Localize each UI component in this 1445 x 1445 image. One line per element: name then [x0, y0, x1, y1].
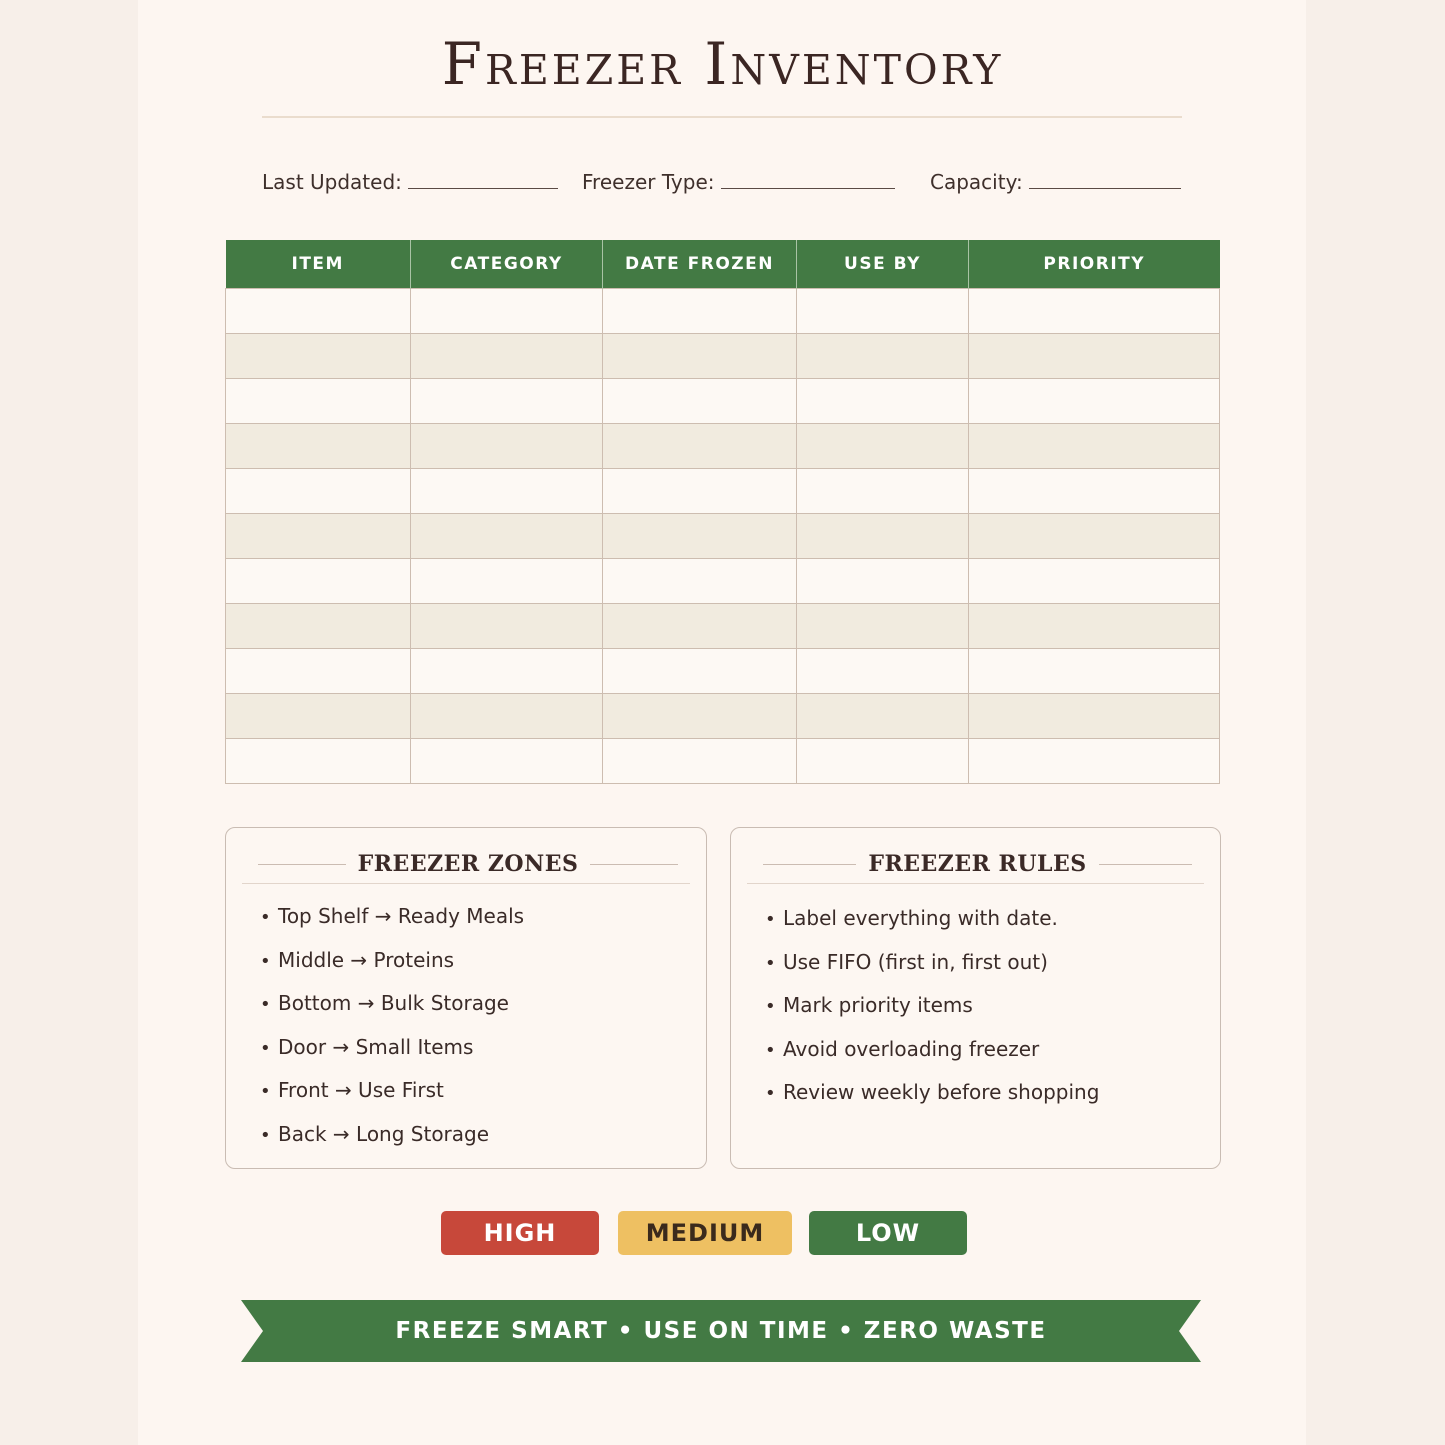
table-cell[interactable] [603, 649, 797, 694]
list-item: • Back → Long Storage [260, 1121, 490, 1146]
zone-text: Middle → Proteins [278, 947, 455, 972]
table-body [226, 289, 1220, 784]
rule-text: Review weekly before shopping [783, 1080, 1100, 1104]
table-cell[interactable] [603, 424, 797, 469]
freezer-zones-box [225, 827, 707, 1169]
table-cell[interactable] [969, 514, 1220, 559]
last-updated-field [262, 168, 558, 194]
rule-text: Label everything with date. [783, 906, 1058, 930]
table-cell[interactable] [969, 559, 1220, 604]
capacity-blank[interactable] [1029, 168, 1181, 189]
table-cell[interactable] [969, 649, 1220, 694]
heading-dash-right [1099, 864, 1192, 865]
list-item: • Door → Small Items [260, 1034, 474, 1059]
slogan-text: FREEZE SMART • USE ON TIME • ZERO WASTE [395, 1318, 1047, 1344]
list-item: • Mark priority items [765, 993, 973, 1017]
table-cell[interactable] [226, 289, 411, 334]
table-cell[interactable] [969, 694, 1220, 739]
table-cell[interactable] [797, 559, 969, 604]
header-use-by: USE BY [797, 240, 969, 289]
page-title: Freezer Inventory [441, 30, 1004, 98]
heading-dash-right [590, 864, 678, 865]
table-cell[interactable] [603, 514, 797, 559]
header-date-frozen: DATE FROZEN [603, 240, 797, 289]
table-cell[interactable] [411, 739, 603, 784]
list-item: • Bottom → Bulk Storage [260, 991, 509, 1015]
list-item: • Front → Use First [260, 1078, 444, 1102]
table-cell[interactable] [797, 469, 969, 514]
table-row [226, 469, 1220, 514]
header-priority: PRIORITY [969, 240, 1220, 289]
table-row [226, 289, 1220, 334]
rules-title: FREEZER RULES [868, 851, 1087, 877]
zone-text: Bottom → Bulk Storage [278, 991, 509, 1015]
table-row [226, 559, 1220, 604]
freezer-type-blank[interactable] [721, 168, 895, 189]
table-cell[interactable] [411, 604, 603, 649]
table-cell[interactable] [411, 424, 603, 469]
table-cell[interactable] [969, 334, 1220, 379]
table-cell[interactable] [603, 469, 797, 514]
table-cell[interactable] [603, 739, 797, 784]
zones-heading [246, 844, 690, 884]
table-cell[interactable] [797, 514, 969, 559]
rules-divider [747, 883, 1204, 884]
table-row [226, 649, 1220, 694]
table-cell[interactable] [797, 649, 969, 694]
heading-dash-left [258, 864, 346, 865]
zone-text: Front → Use First [278, 1078, 444, 1102]
capacity-label: Capacity: [930, 170, 1023, 194]
table-cell[interactable] [226, 694, 411, 739]
table-cell[interactable] [411, 694, 603, 739]
table-cell[interactable] [411, 559, 603, 604]
table-cell[interactable] [226, 469, 411, 514]
zone-text: Back → Long Storage [278, 1121, 490, 1146]
table-cell[interactable] [969, 469, 1220, 514]
table-cell[interactable] [797, 739, 969, 784]
inventory-table [225, 240, 1220, 784]
table-cell[interactable] [226, 334, 411, 379]
table-cell[interactable] [411, 514, 603, 559]
table-cell[interactable] [603, 604, 797, 649]
last-updated-blank[interactable] [408, 168, 558, 189]
table-cell[interactable] [969, 424, 1220, 469]
freezer-rules-box [730, 827, 1221, 1169]
table-cell[interactable] [226, 559, 411, 604]
freezer-type-field [582, 168, 895, 194]
list-item: • Use FIFO (first in, first out) [765, 949, 1048, 974]
table-cell[interactable] [603, 334, 797, 379]
table-cell[interactable] [969, 289, 1220, 334]
table-cell[interactable] [226, 604, 411, 649]
list-item: • Label everything with date. [765, 906, 1058, 930]
table-cell[interactable] [603, 289, 797, 334]
zone-text: Top Shelf → Ready Meals [278, 904, 525, 928]
table-row [226, 739, 1220, 784]
table-cell[interactable] [226, 424, 411, 469]
table-row [226, 604, 1220, 649]
table-cell[interactable] [411, 469, 603, 514]
table-row [226, 514, 1220, 559]
table-header-row [226, 240, 1220, 289]
table-cell[interactable] [226, 649, 411, 694]
rule-text: Use FIFO (first in, first out) [783, 949, 1048, 974]
table-cell[interactable] [411, 334, 603, 379]
table-row [226, 379, 1220, 424]
table-cell[interactable] [797, 289, 969, 334]
last-updated-label: Last Updated: [262, 170, 402, 194]
table-cell[interactable] [226, 379, 411, 424]
table-cell[interactable] [797, 424, 969, 469]
zones-list [260, 900, 524, 1161]
list-item: • Review weekly before shopping [765, 1080, 1100, 1104]
table-cell[interactable] [797, 334, 969, 379]
table-cell[interactable] [411, 649, 603, 694]
table-cell[interactable] [797, 604, 969, 649]
list-item: • Middle → Proteins [260, 947, 455, 972]
header-category: CATEGORY [411, 240, 603, 289]
rule-text: Avoid overloading freezer [783, 1036, 1040, 1061]
list-item: • Top Shelf → Ready Meals [260, 904, 525, 928]
table-cell[interactable] [797, 694, 969, 739]
rules-list [765, 902, 1099, 1120]
table-cell[interactable] [411, 289, 603, 334]
table-cell[interactable] [797, 379, 969, 424]
rule-text: Mark priority items [783, 993, 973, 1017]
table-cell[interactable] [226, 739, 411, 784]
header-item: ITEM [226, 240, 411, 289]
priority-badge-high: HIGH [441, 1211, 599, 1255]
table-cell[interactable] [226, 514, 411, 559]
priority-badge-low: LOW [809, 1211, 967, 1255]
table-cell[interactable] [969, 379, 1220, 424]
freezer-type-label: Freezer Type: [582, 170, 715, 194]
priority-badge-medium: MEDIUM [618, 1211, 792, 1255]
table-cell[interactable] [603, 379, 797, 424]
zones-title: FREEZER ZONES [357, 851, 579, 877]
table-cell[interactable] [603, 559, 797, 604]
rules-heading [751, 844, 1204, 884]
table-cell[interactable] [603, 694, 797, 739]
zone-text: Door → Small Items [278, 1034, 474, 1059]
table-row [226, 334, 1220, 379]
table-cell[interactable] [969, 604, 1220, 649]
table-row [226, 694, 1220, 739]
table-cell[interactable] [969, 739, 1220, 784]
title-divider [262, 116, 1182, 118]
table-cell[interactable] [411, 379, 603, 424]
list-item: • Avoid overloading freezer [765, 1036, 1040, 1061]
capacity-field [930, 168, 1181, 194]
heading-dash-left [763, 864, 856, 865]
table-row [226, 424, 1220, 469]
zones-divider [242, 883, 690, 884]
